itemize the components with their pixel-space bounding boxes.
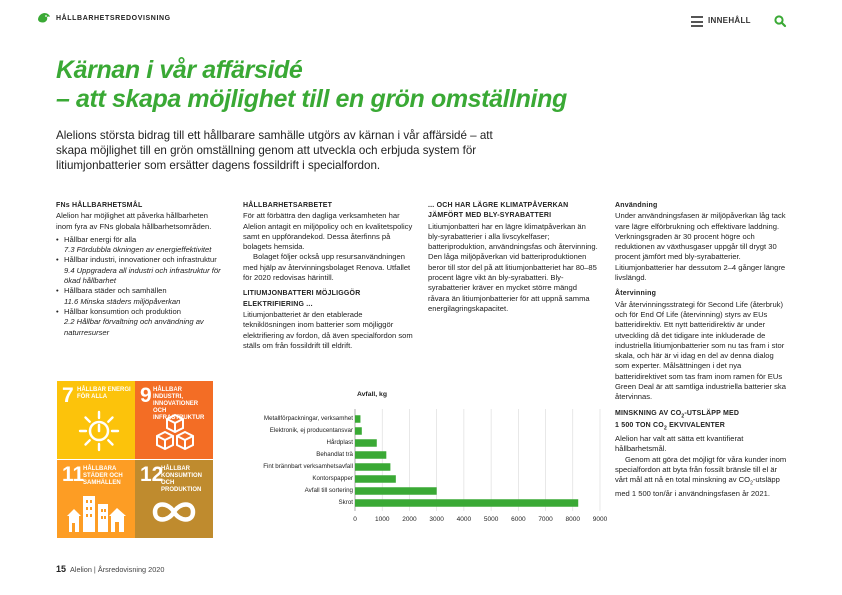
alelion-logo-icon: [37, 12, 51, 24]
chart-category-label: Avfall till sortering: [304, 486, 353, 494]
sdg-tile-11: 11 HÅLLBARA STÄDER OCH SAMHÄLLEN: [57, 460, 135, 538]
lead-paragraph: Alelions största bidrag till ett hållbarare samhälle utgörs av kärnan i vår affärsidé – att skapa möjlighet till en grön omställning genom att utveckla och erbjuda system för litiumjonbatterier som ersätter dagens fossildrift i specialfordon.: [56, 129, 493, 172]
sdg-tile-7: 7 HÅLLBAR ENERGI FÖR ALLA: [57, 381, 135, 459]
chart-category-label: Kontorspapper: [312, 474, 353, 482]
section-title: HÅLLBARHETSREDOVISNING: [56, 15, 171, 22]
co2-goal-text: Alelion har valt att sätta ett kvantifierat hållbarhetsmål.: [615, 434, 744, 454]
chart-bar: [355, 451, 386, 459]
column-climate: [428, 201, 598, 314]
recycling-heading: Återvinning: [615, 290, 657, 298]
chart-category-label: Elektronik, ej producentansvar: [269, 426, 353, 434]
sdg-heading: FNs HÅLLBARHETSMÅL: [56, 202, 143, 209]
headline-line-2: – att skapa möjlighet till en grön omställning: [56, 85, 567, 113]
usage-text: Under användningsfasen är miljöpåverkan låg tack vare lägre elförbrukning och effektivare laddning. Verkningsgraden är 30 procent högre och reduktionen av växthusgaser uppgår till drygt 30 procent jämfört med bly-syrabatterier. Litiumjonbatterier har dessutom 2–4 gånger längre livslängd.: [615, 211, 786, 283]
chart-category-label: Hårdplast: [326, 438, 353, 446]
sun-power-icon: [77, 409, 121, 453]
contents-menu-link[interactable]: INNEHÅLL: [708, 16, 751, 25]
column-usage: [615, 201, 787, 499]
renova-text: Bolaget följer också upp resursanvändningen med hjälp av återvinningsbolaget Renova. Utfallet för 2020 redovisas härintill.: [243, 252, 411, 283]
chart-x-tick-label: 7000: [538, 516, 553, 523]
usage-heading: Användning: [615, 202, 658, 209]
sustainability-heading: HÅLLBARHETSARBETET: [243, 202, 333, 209]
chart-x-tick-label: 8000: [565, 516, 581, 523]
chart-category-label: Behandlat trä: [316, 450, 353, 458]
list-item: • Hållbar industri, innovationer och infrastruktur 9.4 Uppgradera all industri och infrastruktur för ökad hållbarhet: [56, 255, 226, 286]
sustainability-text: För att förbättra den dagliga verksamheten har Alelion antagit en miljöpolicy och en kvalitetspolicy samt en uppförandekod. Dessa återfinns på bolagets hemsida.: [243, 211, 413, 252]
climate-heading: ... OCH HAR LÄGRE KLIMATPÅVERKAN JÄMFÖRT MED BLY-SYRABATTERI: [428, 202, 569, 220]
chart-x-tick-label: 1000: [374, 516, 390, 523]
headline-line-1: Kärnan i vår affärsidé: [56, 56, 303, 84]
chart-bar: [355, 439, 377, 447]
hamburger-menu-icon[interactable]: [691, 16, 703, 27]
chart-x-tick-label: 5000: [483, 516, 499, 523]
chart-category-label: Skrot: [338, 498, 353, 506]
infinity-loop-icon: [147, 496, 201, 528]
sdg-list: [56, 235, 226, 338]
recycling-text: Vår återvinningsstrategi för Second Life (återbruk) och för End Of Life (återvinning) styrs av EUs batteridirektiv. Ett nytt batteridirektiv är under utveckling då det tidigare inte inkluderade de industriella litiumjonbatterier som nu tas fram i stor skala, och här är vi idag en del av denna dialog som experter. Målsättningen i det nya batteridirektivet som tas fram inom ramen för EUs Green Deal är att samtliga industriella batterier ska återvinnas.: [615, 299, 786, 402]
co2-heading: MINSKNING AV $CO_2$-UTSLÄPP MED 1 500 TON $CO_2$ EKVIVALENTER: [615, 409, 740, 432]
chart-category-label: Fint brännbart verksamhetsavfall: [263, 462, 353, 470]
co2-target-text: Genom att göra det möjligt för våra kunder inom specialfordon att byta från fossilt bränsle till el är vårt mål att nå en total minskning av $CO_2$-utsläpp med 1 500 ton/år i användningsfasen år 2021.: [615, 454, 787, 499]
column-sustainability-work: [243, 201, 415, 351]
lithium-heading: LITIUMJONBATTERI MÖJLIGGÖR ELEKTRIFIERING ...: [243, 290, 361, 308]
chart-x-tick-label: 6000: [511, 516, 526, 523]
chart-bar: [355, 415, 360, 423]
list-item: • Hållbar konsumtion och produktion 2.2 Hållbar förvaltning och användning av naturresurser: [56, 307, 226, 338]
chart-bar: [355, 487, 437, 495]
chart-x-tick-label: 3000: [429, 516, 444, 523]
page-number: 15: [56, 564, 67, 574]
chart-bar: [355, 427, 362, 435]
chart-x-tick-label: 0: [353, 516, 357, 523]
chart-category-label: Metallförpackningar, verksamhet: [263, 414, 353, 422]
sdg-intro: Alelion har möjlighet att påverka hållbarheten inom fyra av FNs globala hållbarhetsområden.: [56, 211, 212, 231]
search-icon[interactable]: [774, 15, 786, 27]
climate-text: Litiumjonbatteri har en lägre klimatpåverkan än bly-syrabatterier i alla livscykelfaser; batteriproduktion, användningsfas och återvinning. Den låga miljöpåverkan vid batteriproduktionen beror till stor del på att litiumjonbatteriet har 80–85 procent lägre vikt än bly-syrabatteri. Bly-syrabatterier kräver en mycket större mängd råvara än litiumjonbatterier för att uppnå samma energilagringskapacitet.: [428, 221, 598, 313]
footer-text: Alelion | Årsredovisning 2020: [70, 565, 165, 574]
chart-bar: [355, 463, 390, 471]
chart-bar: [355, 499, 578, 507]
list-item: • Hållbara städer och samhällen 11.6 Minska städers miljöpåverkan: [56, 286, 226, 307]
chart-x-tick-label: 9000: [592, 516, 608, 523]
lithium-text: Litiumjonbatteriet är den etablerade tekniklösningen inom batterier som möjliggör elektrifiering av fordon, då även specialfordon som ställs om från fossildrift till eldrift.: [243, 309, 413, 350]
waste-bar-chart: [340, 405, 608, 529]
city-buildings-icon: [67, 490, 127, 534]
sdg-tile-12: 12 HÅLLBAR KONSUMTION OCH PRODUKTION: [135, 460, 213, 538]
column-sdg: [56, 201, 226, 338]
cubes-icon: [152, 411, 198, 455]
chart-x-tick-label: 4000: [456, 516, 472, 523]
list-item: • Hållbar energi för alla 7.3 Fördubbla ökningen av energieffektivitet: [56, 235, 226, 256]
chart-x-tick-label: 2000: [402, 516, 417, 523]
page-headline: [56, 56, 567, 114]
chart-bar: [355, 475, 396, 483]
chart-title: Avfall, kg: [357, 391, 387, 398]
sdg-tile-9: 9 HÅLLBAR INDUSTRI, INNOVATIONER OCH INFRASTRUKTUR: [135, 381, 213, 459]
